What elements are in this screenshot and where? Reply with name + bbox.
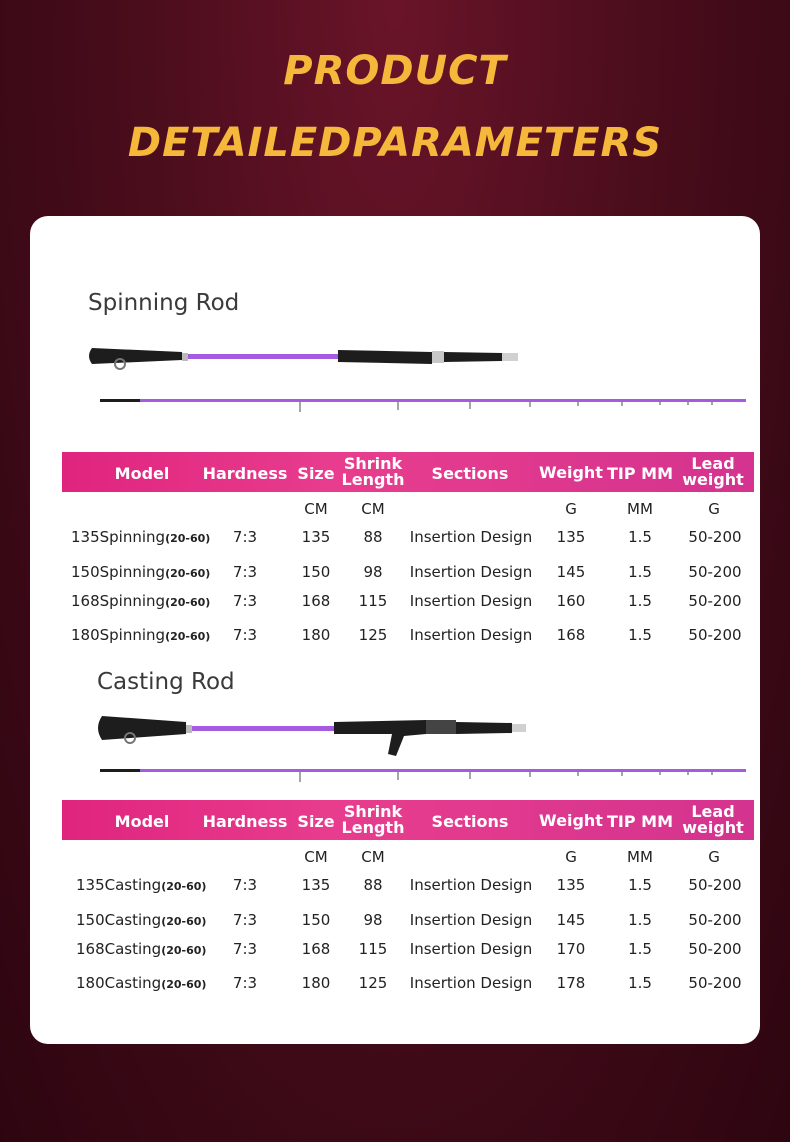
- model-range: (20-60): [161, 978, 207, 991]
- unit-lead: G: [708, 848, 720, 866]
- header-weight: Weight: [539, 811, 603, 830]
- lead-cell: 50-200: [688, 876, 742, 894]
- weight-cell: 168: [556, 626, 586, 644]
- shrink-cell: 115: [358, 940, 388, 958]
- sections-cell: Insertion Design: [409, 940, 533, 958]
- tip-cell: 1.5: [628, 940, 652, 958]
- model-range: (20-60): [165, 596, 211, 609]
- header-length: Length: [341, 470, 405, 489]
- weight-cell: 178: [556, 974, 586, 992]
- sections-cell: Insertion Design: [409, 626, 533, 644]
- header-lead: Lead: [691, 802, 735, 821]
- casting-section-title: Casting Rod: [97, 669, 235, 695]
- shrink-cell: 125: [358, 974, 388, 992]
- lead-cell: 50-200: [688, 592, 742, 610]
- lead-cell: 50-200: [688, 940, 742, 958]
- header-lead-weight-word: weight: [682, 470, 744, 489]
- model-cell: [76, 876, 206, 894]
- unit-shrink: CM: [361, 500, 385, 518]
- lead-cell: 50-200: [688, 528, 742, 546]
- header-model: Model: [114, 812, 170, 831]
- model-name: 180Casting: [76, 974, 162, 992]
- shrink-cell: 88: [363, 528, 383, 546]
- unit-weight: G: [565, 848, 577, 866]
- sections-cell: Insertion Design: [409, 528, 533, 546]
- size-cell: 135: [301, 876, 331, 894]
- model-range: (20-60): [161, 880, 207, 893]
- size-cell: 135: [301, 528, 331, 546]
- model-range: (20-60): [161, 915, 207, 928]
- hardness-cell: 7:3: [232, 592, 258, 610]
- lead-cell: 50-200: [688, 626, 742, 644]
- sections-cell: Insertion Design: [409, 563, 533, 581]
- model-name: 150Casting: [76, 911, 162, 929]
- tip-cell: 1.5: [628, 528, 652, 546]
- header-model: Model: [114, 464, 170, 483]
- lead-cell: 50-200: [688, 911, 742, 929]
- sections-cell: Insertion Design: [409, 911, 533, 929]
- lead-cell: 50-200: [688, 974, 742, 992]
- shrink-cell: 115: [358, 592, 388, 610]
- model-cell: [76, 911, 206, 929]
- spinning-section-title: Spinning Rod: [88, 290, 240, 316]
- model-cell: [71, 563, 210, 581]
- model-name: 150Spinning: [71, 563, 166, 581]
- header-sections: Sections: [431, 464, 509, 483]
- model-cell: [71, 592, 210, 610]
- header-hardness: Hardness: [202, 464, 288, 483]
- weight-cell: 160: [556, 592, 586, 610]
- model-cell: [71, 528, 210, 546]
- tip-cell: 1.5: [628, 911, 652, 929]
- model-range: (20-60): [165, 532, 211, 545]
- header-weight: Weight: [539, 463, 603, 482]
- tip-cell: 1.5: [628, 974, 652, 992]
- weight-cell: 145: [556, 911, 586, 929]
- model-cell: [76, 974, 206, 992]
- model-range: (20-60): [161, 944, 207, 957]
- unit-size: CM: [304, 500, 328, 518]
- page-title-line-1: PRODUCT: [283, 48, 507, 94]
- header-length: Length: [341, 818, 405, 837]
- sections-cell: Insertion Design: [409, 592, 533, 610]
- model-name: 135Casting: [76, 876, 162, 894]
- header-size: Size: [297, 812, 335, 831]
- size-cell: 150: [301, 911, 331, 929]
- weight-cell: 145: [556, 563, 586, 581]
- model-range: (20-60): [165, 567, 211, 580]
- tip-cell: 1.5: [628, 626, 652, 644]
- unit-tip: MM: [627, 848, 653, 866]
- sections-cell: Insertion Design: [409, 974, 533, 992]
- header-shrink-length: [342, 804, 405, 836]
- tip-cell: 1.5: [628, 876, 652, 894]
- header-size: Size: [297, 464, 335, 483]
- header-tip: TIP MM: [606, 812, 674, 831]
- tip-cell: 1.5: [628, 563, 652, 581]
- hardness-cell: 7:3: [232, 563, 258, 581]
- hardness-cell: 7:3: [232, 876, 258, 894]
- weight-cell: 135: [556, 876, 586, 894]
- tip-cell: 1.5: [628, 592, 652, 610]
- unit-weight: G: [565, 500, 577, 518]
- unit-size: CM: [304, 848, 328, 866]
- model-name: 168Casting: [76, 940, 162, 958]
- size-cell: 180: [301, 626, 331, 644]
- casting-rod-image: [0, 700, 790, 800]
- page-title-line-2: DETAILEDPARAMETERS: [127, 120, 663, 166]
- model-cell: [71, 626, 210, 644]
- header-lead-weight-word: weight: [682, 818, 744, 837]
- hardness-cell: 7:3: [232, 974, 258, 992]
- header-lead: Lead: [691, 454, 735, 473]
- model-name: 180Spinning: [71, 626, 166, 644]
- hardness-cell: 7:3: [232, 626, 258, 644]
- size-cell: 168: [301, 940, 331, 958]
- hardness-cell: 7:3: [232, 528, 258, 546]
- unit-lead: G: [708, 500, 720, 518]
- size-cell: 168: [301, 592, 331, 610]
- model-cell: [76, 940, 206, 958]
- header-lead-weight: [682, 804, 744, 836]
- sections-cell: Insertion Design: [409, 876, 533, 894]
- unit-tip: MM: [627, 500, 653, 518]
- shrink-cell: 98: [363, 563, 383, 581]
- model-name: 168Spinning: [71, 592, 166, 610]
- shrink-cell: 125: [358, 626, 388, 644]
- shrink-cell: 98: [363, 911, 383, 929]
- hardness-cell: 7:3: [232, 911, 258, 929]
- header-shrink: Shrink: [343, 802, 403, 821]
- header-lead-weight: [682, 456, 744, 488]
- weight-cell: 135: [556, 528, 586, 546]
- header-shrink: Shrink: [343, 454, 403, 473]
- unit-shrink: CM: [361, 848, 385, 866]
- header-shrink-length: [342, 456, 405, 488]
- header-hardness: Hardness: [202, 812, 288, 831]
- header-sections: Sections: [431, 812, 509, 831]
- size-cell: 150: [301, 563, 331, 581]
- weight-cell: 170: [556, 940, 586, 958]
- header-tip: TIP MM: [606, 464, 674, 483]
- hardness-cell: 7:3: [232, 940, 258, 958]
- model-range: (20-60): [165, 630, 211, 643]
- spinning-rod-image: [0, 330, 790, 430]
- shrink-cell: 88: [363, 876, 383, 894]
- model-name: 135Spinning: [71, 528, 166, 546]
- lead-cell: 50-200: [688, 563, 742, 581]
- size-cell: 180: [301, 974, 331, 992]
